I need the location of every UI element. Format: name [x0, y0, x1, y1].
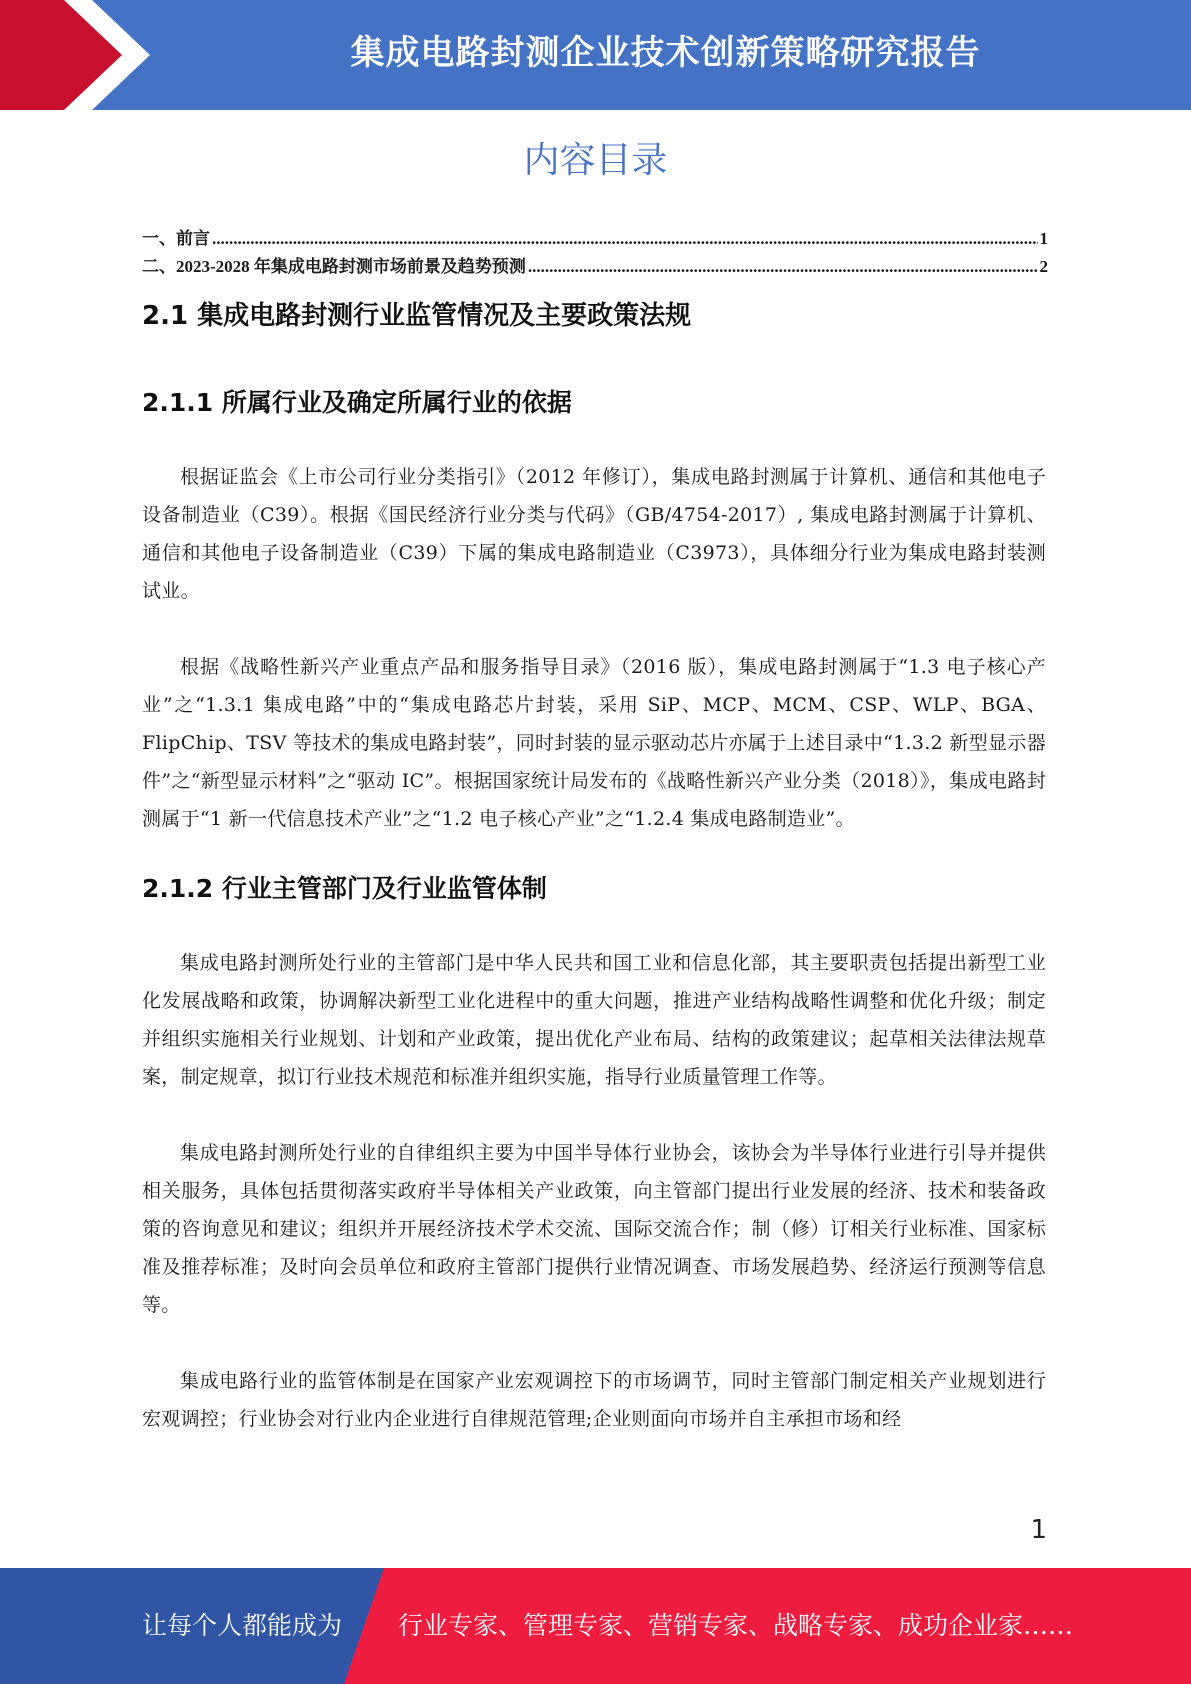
report-title: 集成电路封测企业技术创新策略研究报告 [350, 33, 981, 73]
paragraph: 集成电路封测所处行业的自律组织主要为中国半导体行业协会，该协会为半导体行业进行引导并提供相关服务，具体包括贯彻落实政府半导体相关产业政策，向主管部门提出行业发展的经济、技术和装备政策的咨询意见和建议；组织并开展经济技术学术交流、国际交流合作；制（修）订相关行业标准、国家标准及推荐标准；及时向会员单位和政府主管部门提供行业情况调查、市场发展趋势、经济运行预测等信息等。 [142, 1142, 1046, 1316]
toc-leader-dots [212, 229, 1038, 249]
toc-entry-page: 1 [1039, 229, 1048, 248]
header-banner [0, 0, 1191, 110]
report-body [142, 292, 1046, 1438]
toc-entry-label: 一、前言 [142, 229, 210, 248]
section-heading-2-1-2: 2.1.2 行业主管部门及行业监管体制 [142, 874, 547, 903]
toc-entry-label: 二、2023-2028 年集成电路封测市场前景及趋势预测 [142, 257, 526, 276]
toc-entry-preface[interactable] [142, 224, 1048, 252]
paragraph: 集成电路封测所处行业的主管部门是中华人民共和国工业和信息化部，其主要职责包括提出新型工业化发展战略和政策，协调解决新型工业化进程中的重大问题，推进产业结构战略性调整和优化升级；制定并组织实施相关行业规划、计划和产业政策，提出优化产业布局、结构的政策建议；起草相关法律法规草案，制定规章，拟订行业技术规范和标准并组织实施，指导行业质量管理工作等。 [142, 952, 1046, 1088]
footer-slogan-right: 行业专家、管理专家、营销专家、战略专家、成功企业家…… [398, 1611, 1074, 1640]
toc-entry-market-outlook[interactable] [142, 252, 1048, 280]
toc-leader-dots [528, 257, 1038, 277]
toc-title: 内容目录 [523, 140, 668, 181]
paragraph: 根据证监会《上市公司行业分类指引》（2012 年修订），集成电路封测属于计算机、通信和其他电子设备制造业（C39）。根据《国民经济行业分类与代码》（GB/4754-2017）, 集成电路封测属于计算机、通信和其他电子设备制造业（C39）下属的集成电路制造业（C3973），具体细分行业为集成电路封装测试业。 [142, 466, 1046, 602]
footer-banner [0, 1568, 1191, 1684]
section-heading-2-1: 2.1 集成电路封测行业监管情况及主要政策法规 [142, 301, 692, 331]
table-of-contents [142, 224, 1048, 280]
page-number: 1 [1030, 1515, 1047, 1545]
footer-slogan-left: 让每个人都能成为 [142, 1611, 343, 1640]
section-heading-2-1-1: 2.1.1 所属行业及确定所属行业的依据 [142, 388, 572, 417]
toc-entry-page: 2 [1039, 257, 1048, 276]
paragraph: 根据《战略性新兴产业重点产品和服务指导目录》（2016 版），集成电路封测属于“1.3 电子核心产业”之“1.3.1 集成电路”中的“集成电路芯片封装，采用 SiP、MCP、MCM、CSP、WLP、BGA、FlipChip、TSV 等技术的集成电路封装”，同时封装的显示驱动芯片亦属于上述目录中“1.3.2 新型显示器件”之“新型显示材料”之“驱动 IC”。根据国家统计局发布的《战略性新兴产业分类（2018）》，集成电路封测属于“1 新一代信息技术产业”之“1.2 电子核心产业”之“1.2.4 集成电路制造业”。 [142, 656, 1046, 830]
paragraph: 集成电路行业的监管体制是在国家产业宏观调控下的市场调节，同时主管部门制定相关产业规划进行宏观调控；行业协会对行业内企业进行自律规范管理;企业则面向市场并自主承担市场和经 [142, 1370, 1046, 1430]
